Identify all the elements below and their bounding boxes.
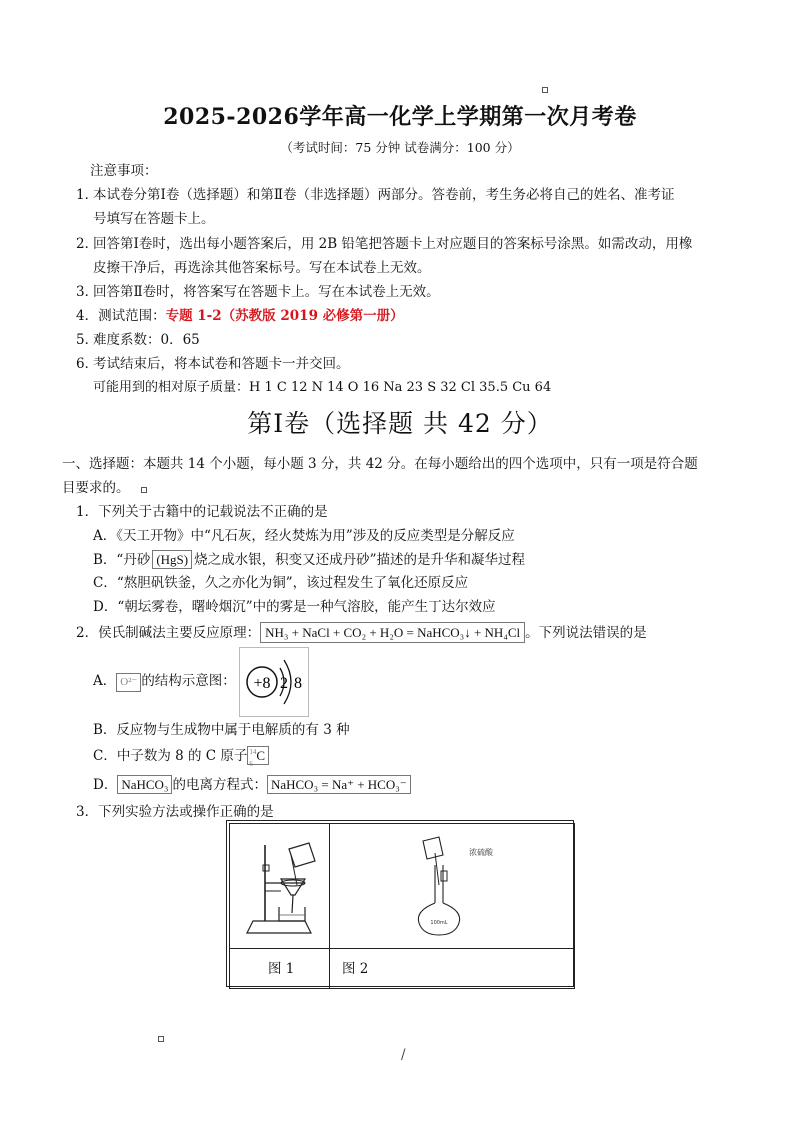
note-4-prefix: 测试范围： (98, 308, 166, 324)
exam-info: （考试时间：75 分钟 试卷满分：100 分） (280, 140, 520, 155)
note-5-number: 5． (76, 332, 99, 348)
figure-2-label: 图 2 (330, 949, 575, 989)
oxide-ion: O²⁻ (116, 673, 141, 692)
note-3-line-1: 回答第Ⅱ卷时，将答案写在答题卡上。写在本试卷上无效。 (93, 284, 440, 300)
section-title: 第Ⅰ卷（选择题 共 42 分） (247, 409, 553, 438)
isotope-mass-number: 14 (249, 748, 257, 756)
option-a-text: 的结构示意图： (141, 673, 236, 689)
isotope-symbol: C (256, 748, 266, 763)
flask-volume-mark: 100mL (430, 920, 448, 926)
note-2-number: 2． (76, 236, 99, 252)
decorative-mark (158, 1036, 164, 1042)
question-2-stem-post: 。下列说法错误的是 (525, 625, 647, 641)
question-2-option-d[interactable] (93, 775, 411, 794)
question-1-option-c[interactable]: C．“熬胆矾铁釜，久之亦化为铜”，该过程发生了氧化还原反应 (93, 575, 469, 591)
question-2-option-b[interactable]: B．反应物与生成物中属于电解质的有 3 种 (93, 722, 350, 738)
option-a-label: A． (93, 673, 117, 689)
figure-1-cell (230, 824, 330, 949)
reagent-label: 浓硫酸 (469, 848, 493, 857)
question-1-option-b[interactable] (93, 550, 525, 569)
question-2-option-c[interactable] (93, 746, 269, 768)
note-4 (76, 307, 404, 325)
volumetric-flask-icon (331, 825, 573, 943)
page-footer-mark: / (401, 1047, 406, 1063)
shell-2-count: 8 (294, 675, 302, 692)
isotope-atomic-number: 6 (249, 760, 253, 768)
section-intro-line-2: 目要求的。 (62, 480, 130, 496)
note-1-line-2: 号填写在答题卡上。 (93, 211, 215, 227)
note-5-line-1: 难度系数：0．65 (93, 332, 200, 348)
nahco3-formula: NaHCO₃ (117, 775, 172, 794)
note-1-number: 1． (76, 187, 99, 203)
experiment-figures-table (229, 823, 575, 989)
question-1-stem: 1．下列关于古籍中的记载说法不正确的是 (76, 504, 328, 520)
atomic-masses: 可能用到的相对原子质量：H 1 C 12 N 14 O 16 Na 23 S 32 Cl 35.5 Cu 64 (93, 380, 552, 395)
section-intro-line-1: 一、选择题：本题共 14 个小题，每小题 3 分，共 42 分。在每小题给出的四个选项中，只有一项是符合题 (62, 456, 698, 472)
question-3-stem: 3．下列实验方法或操作正确的是 (76, 804, 274, 820)
question-1-option-a[interactable]: A．《天工开物》中“凡石灰，经火焚炼为用”涉及的反应类型是分解反应 (93, 528, 515, 544)
option-d-text: 的电离方程式： (172, 777, 267, 793)
note-3-number: 3． (76, 284, 99, 300)
page-title: 2025-2026学年高一化学上学期第一次月考卷 (163, 104, 637, 130)
note-2-line-2: 皮擦干净后，再选涂其他答案标号。写在本试卷上无效。 (93, 260, 431, 276)
note-6-line-1: 考试结束后，将本试卷和答题卡一并交回。 (93, 356, 350, 372)
option-d-label: D． (93, 777, 118, 793)
option-b-text-2: 烧之成水银，积变又还成丹砂”描述的是升华和凝华过程 (194, 552, 526, 568)
atomic-structure-diagram (239, 647, 309, 717)
notes-heading: 注意事项： (90, 163, 158, 179)
note-2-line-1: 回答第Ⅰ卷时，选出每小题答案后，用 2B 铅笔把答题卡上对应题目的答案标号涂黑。如需改动，用橡 (93, 236, 693, 252)
carbon-isotope (247, 746, 269, 768)
figure-1-label: 图 1 (230, 949, 330, 989)
question-2-option-a[interactable] (93, 672, 236, 692)
shell-1-count: 2 (280, 675, 288, 692)
ionization-equation: NaHCO₃ = Na⁺ + HCO₃⁻ (267, 775, 411, 794)
question-1-option-d[interactable]: D．“朝坛雾卷，曙岭烟沉”中的雾是一种气溶胶，能产生丁达尔效应 (93, 599, 496, 615)
figure-2-cell (330, 824, 575, 949)
filtration-apparatus-icon (231, 825, 328, 943)
option-c-text: C．中子数为 8 的 C 原子 (93, 748, 248, 764)
decorative-mark (141, 487, 147, 493)
nucleus-charge: +8 (253, 675, 271, 692)
note-1-line-1: 本试卷分第Ⅰ卷（选择题）和第Ⅱ卷（非选择题）两部分。答卷前，考生务必将自己的姓名、准考证 (93, 187, 675, 203)
hgs-formula: (HgS) (152, 550, 192, 569)
note-6-number: 6． (76, 356, 99, 372)
atomic-structure-svg (240, 648, 308, 716)
option-b-text-1: B．“丹砂 (93, 552, 151, 568)
question-2-stem-pre: 2．侯氏制碱法主要反应原理： (76, 625, 261, 641)
test-scope: 专题 1-2（苏教版 2019 必修第一册） (165, 308, 404, 324)
note-4-number: 4． (76, 308, 99, 324)
decorative-mark (542, 87, 548, 93)
question-2-stem (76, 622, 647, 643)
reaction-equation: NH₃ + NaCl + CO₂ + H₂O = NaHCO₃↓ + NH₄Cl (260, 622, 525, 643)
